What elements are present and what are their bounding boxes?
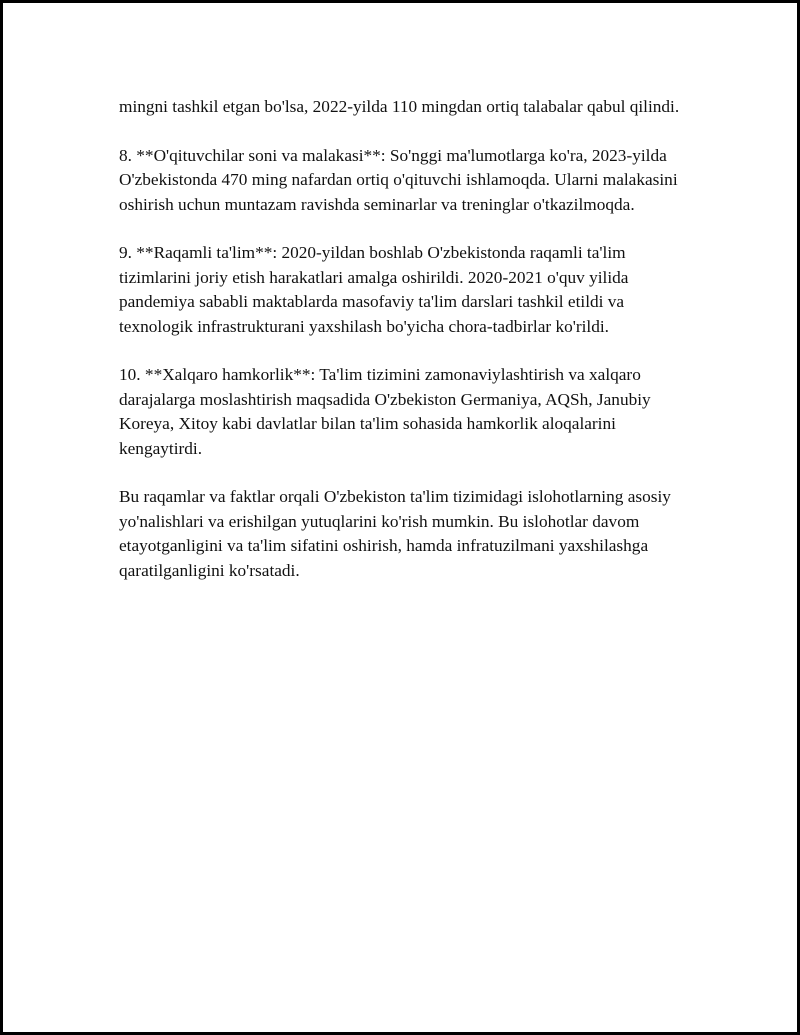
paragraph-teachers: 8. **O'qituvchilar soni va malakasi**: So'nggi ma'lumotlarga ko'ra, 2023-yilda O'zbekistonda 470 ming nafardan ortiq o'qituvchi ishlamoqda. Ularni malakasini oshirish uchun muntazam ravishda seminarlar va treninglar o'tkazilmoqda.: [119, 145, 678, 214]
paragraph-admissions-continuation: mingni tashkil etgan bo'lsa, 2022-yilda 110 mingdan ortiq talabalar qabul qilindi.: [119, 97, 680, 116]
paragraph-international-cooperation: 10. **Xalqaro hamkorlik**: Ta'lim tizimini zamonaviylashtirish va xalqaro darajalarga moslashtirish maqsadida O'zbekiston Germaniya, AQSh, Janubiy Koreya, Xitoy kabi davlatlar bilan ta'lim sohasida hamkorlik aloqalarini kengaytirdi.: [119, 365, 651, 458]
paragraph-digital-education: 9. **Raqamli ta'lim**: 2020-yildan boshlab O'zbekistonda raqamli ta'lim tizimlarini joriy etish harakatlari amalga oshirildi. 2020-2021 o'quv yilida pandemiya sababli maktablarda masofaviy ta'lim darslari tashkil etildi va texnologik infrastrukturani yaxshilash bo'yicha chora-tadbirlar ko'rildi.: [119, 243, 629, 336]
document-body: [119, 95, 689, 583]
paragraph-conclusion: Bu raqamlar va faktlar orqali O'zbekiston ta'lim tizimidagi islohotlarning asosiy yo'nalishlari va erishilgan yutuqlarini ko'rish mumkin. Bu islohotlar davom etayotganligini va ta'lim sifatini oshirish, hamda infratuzilmani yaxshilashga qaratilganligini ko'rsatadi.: [119, 487, 671, 580]
